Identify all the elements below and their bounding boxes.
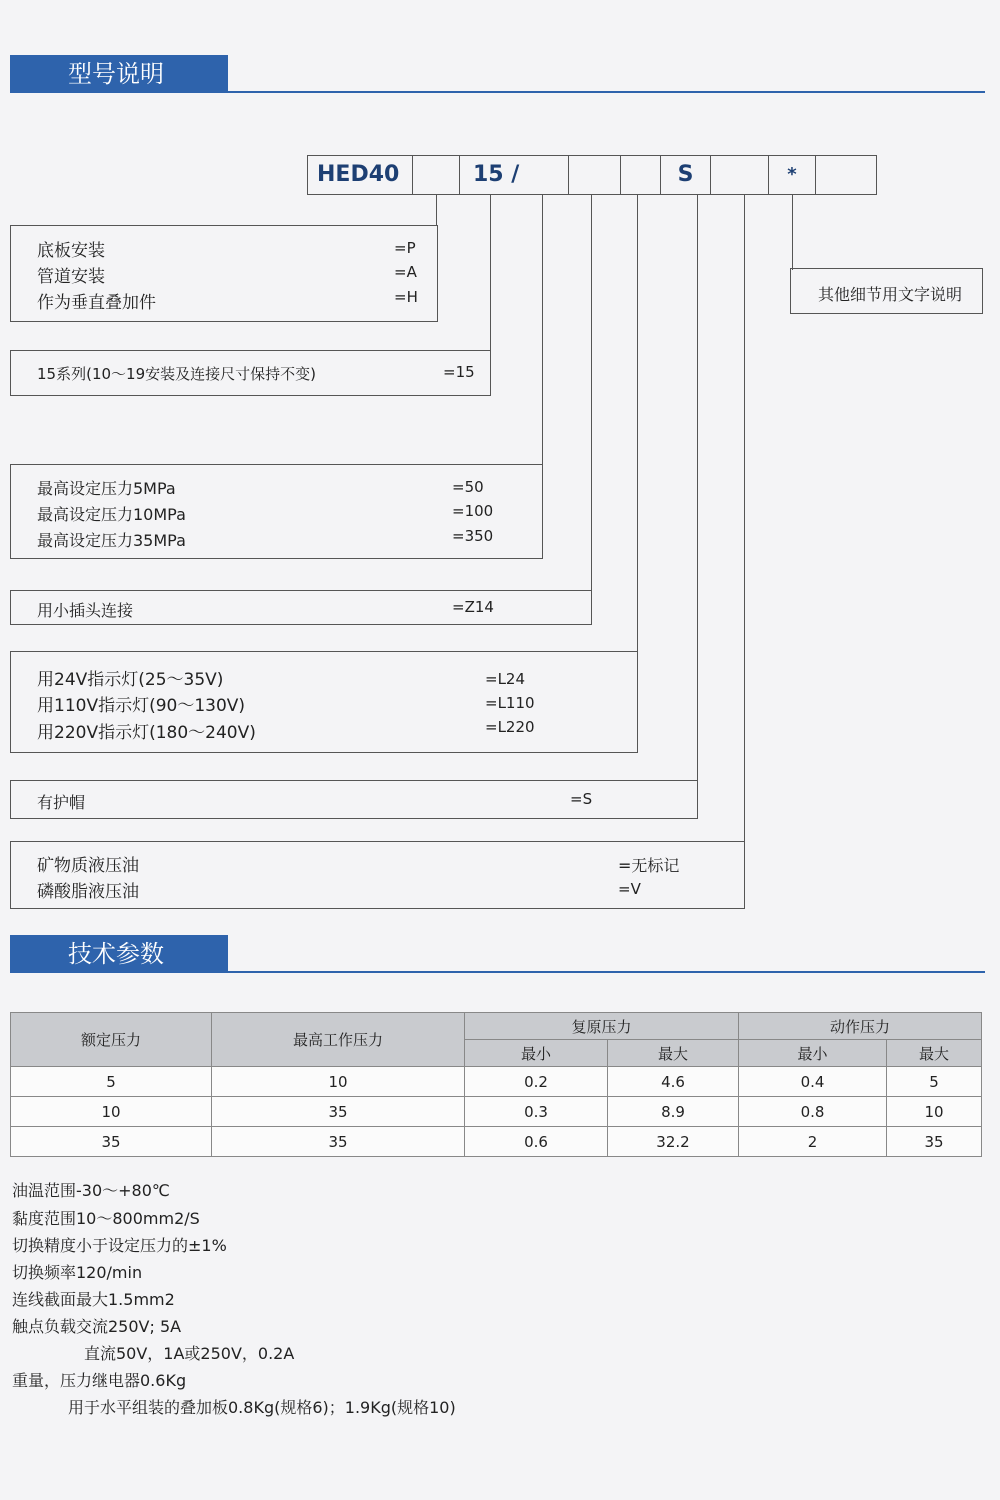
header-rated-pressure: 额定压力 [11,1013,212,1067]
spec-line: 用于水平组装的叠加板0.8Kg(规格6)；1.9Kg(规格10) [68,1398,456,1417]
option-label: 矿物质液压油 [37,856,139,876]
option-value: =H [394,288,418,306]
table-cell: 10 [212,1067,465,1097]
code-cell-blank-1 [412,155,460,195]
option-label: 用小插头连接 [37,601,134,620]
code-cell-cap: S [660,155,711,195]
table-row [11,1097,982,1127]
connector-line [744,195,745,841]
header-max: 最大 [608,1040,739,1067]
option-label: 有护帽 [37,793,86,812]
option-value: =S [570,790,593,808]
table-cell: 10 [887,1097,982,1127]
spec-line: 直流50V，1A或250V，0.2A [84,1344,295,1363]
option-label: 最高设定压力35MPa [37,531,186,550]
option-label: 用220V指示灯(180～240V) [37,723,256,743]
option-label: 管道安装 [37,267,105,287]
table-cell: 0.2 [465,1067,608,1097]
section-title-model: 型号说明 [10,55,228,93]
table-cell: 2 [739,1127,887,1157]
option-value: =15 [443,363,475,381]
header-min: 最小 [465,1040,608,1067]
table-cell: 0.3 [465,1097,608,1127]
table-cell: 0.6 [465,1127,608,1157]
code-cell-series: HED40 [307,155,413,195]
option-value: =L110 [485,694,535,712]
spec-line: 切换精度小于设定压力的±1% [12,1236,227,1255]
option-label: 磷酸脂液压油 [37,882,139,902]
table-cell: 4.6 [608,1067,739,1097]
spec-line: 连线截面最大1.5mm2 [12,1290,175,1309]
detail-note-box [790,268,983,314]
tech-params-table [10,1012,982,1157]
header-max: 最大 [887,1040,982,1067]
option-value: =P [394,239,416,257]
option-label: 作为垂直叠加件 [37,293,156,313]
spec-line: 触点负载交流250V; 5A [12,1317,182,1336]
option-value: =L24 [485,670,526,688]
code-cell-blank-2 [568,155,621,195]
option-value: =100 [452,502,494,520]
option-value: =V [618,880,641,898]
connector-line [792,195,793,270]
section-title-tech: 技术参数 [10,935,228,973]
code-cell-blank-3 [620,155,661,195]
table-row [11,1127,982,1157]
detail-note-text: 其他细节用文字说明 [818,285,963,304]
connector-line [542,195,543,465]
option-value: =50 [452,478,484,496]
table-cell: 35 [11,1127,212,1157]
header-min: 最小 [739,1040,887,1067]
connector-line [697,195,698,780]
code-cell-version: 15 / [459,155,569,195]
table-cell: 0.8 [739,1097,887,1127]
table-cell: 35 [212,1097,465,1127]
spec-line: 重量，压力继电器0.6Kg [12,1371,187,1390]
section-rule-model [10,91,985,93]
spec-line: 黏度范围10～800mm2/S [12,1209,200,1228]
option-value: =Z14 [452,598,494,616]
option-label: 最高设定压力5MPa [37,479,176,498]
option-label: 15系列(10～19安装及连接尺寸保持不变) [37,365,316,383]
connector-line [490,195,491,350]
table-cell: 32.2 [608,1127,739,1157]
connector-line [637,195,638,651]
header-reset-pressure: 复原压力 [465,1013,739,1040]
option-label: 用24V指示灯(25～35V) [37,670,224,690]
option-value: =L220 [485,718,535,736]
connector-line [591,195,592,591]
option-label: 底板安装 [37,241,105,261]
header-max-work-pressure: 最高工作压力 [212,1013,465,1067]
table-cell: 8.9 [608,1097,739,1127]
code-cell-blank-4 [710,155,769,195]
option-label: 用110V指示灯(90～130V) [37,696,246,716]
code-cell-detail: * [768,155,816,195]
option-value: =A [394,263,417,281]
table-row [11,1067,982,1097]
table-cell: 35 [887,1127,982,1157]
table-cell: 35 [212,1127,465,1157]
option-value: =350 [452,527,494,545]
table-cell: 5 [11,1067,212,1097]
header-action-pressure: 动作压力 [739,1013,982,1040]
spec-line: 油温范围-30～+80℃ [12,1181,170,1200]
option-value: =无标记 [618,856,680,875]
spec-line: 切换频率120/min [12,1263,143,1282]
table-cell: 5 [887,1067,982,1097]
connector-line [436,195,437,225]
table-cell: 10 [11,1097,212,1127]
option-label: 最高设定压力10MPa [37,505,186,524]
option-group-cap [10,780,698,819]
table-cell: 0.4 [739,1067,887,1097]
code-cell-blank-5 [815,155,877,195]
section-rule-tech [10,971,985,973]
